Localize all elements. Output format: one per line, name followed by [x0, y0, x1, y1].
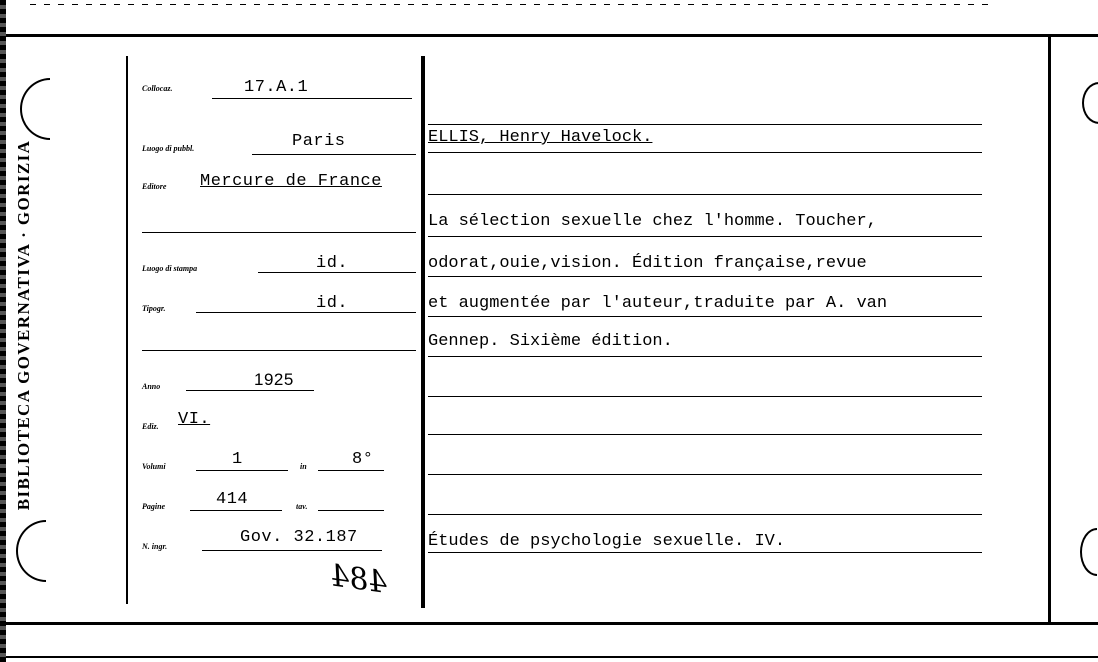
line-collocazione: [212, 98, 412, 99]
label-luogo-stampa: Luogo di stampa: [142, 264, 198, 273]
record-title-line-2: odorat,ouie,vision. Édition française,revue: [428, 254, 867, 273]
record-title-line-3: et augmentée par l'auteur,traduite par A. van: [428, 294, 888, 313]
rule-1: [428, 124, 982, 125]
label-pagine-tav: tav.: [296, 502, 308, 511]
value-editore: Mercure de France: [200, 172, 382, 191]
value-tipogr: id.: [316, 294, 349, 313]
label-volumi-in: in: [300, 462, 307, 471]
binder-hole-right-top: [1082, 82, 1098, 124]
line-tav: [318, 510, 384, 511]
label-pagine: Pagine: [142, 502, 166, 511]
line-luogo-pubbl: [252, 154, 416, 155]
right-border: [1048, 37, 1051, 625]
line-anno: [186, 390, 314, 391]
line-format: [318, 470, 384, 471]
value-format: 8°: [352, 450, 374, 469]
record-title-line-4: Gennep. Sixième édition.: [428, 332, 673, 351]
line-blank-1: [142, 232, 416, 233]
rule-4: [428, 236, 982, 237]
line-n-ingr: [202, 550, 382, 551]
left-edge: [0, 0, 6, 662]
value-volumi: 1: [232, 450, 243, 469]
top-border: [0, 34, 1098, 37]
rule-11: [428, 514, 982, 515]
label-volumi: Volumi: [142, 462, 166, 471]
label-editore: Editore: [142, 182, 167, 191]
value-pagine: 414: [216, 490, 249, 509]
rule-10: [428, 474, 982, 475]
rule-12: [428, 552, 982, 553]
line-tipogr: [196, 312, 416, 313]
value-anno: 1925: [254, 370, 294, 389]
bottom-edge: [0, 656, 1098, 658]
label-edizione: Ediz.: [142, 422, 159, 431]
value-collocazione: 17.A.1: [244, 78, 309, 97]
handwritten-note: 484: [327, 558, 390, 601]
label-luogo-pubbl: Luogo di pubbl.: [142, 144, 195, 153]
center-column-rule: [421, 56, 425, 608]
rule-7: [428, 356, 982, 357]
rule-9: [428, 434, 982, 435]
line-volumi: [196, 470, 288, 471]
label-collocazione: Collocaz.: [142, 84, 173, 93]
binder-hole-right-bottom: [1080, 528, 1098, 576]
line-pagine: [190, 510, 282, 511]
record-author: ELLIS, Henry Havelock.: [428, 128, 653, 147]
label-anno: Anno: [142, 382, 161, 391]
top-dotted-edge: [30, 4, 990, 5]
bottom-border: [0, 622, 1098, 625]
rule-5: [428, 276, 982, 277]
rule-6: [428, 316, 982, 317]
rule-2: [428, 152, 982, 153]
value-edizione: VI.: [178, 410, 211, 429]
label-n-ingr: N. ingr.: [142, 542, 168, 551]
line-blank-2: [142, 350, 416, 351]
left-column-rule: [126, 56, 128, 604]
library-side-title: BIBLIOTECA GOVERNATIVA · GORIZIA: [14, 139, 33, 511]
record-series: Études de psychologie sexuelle. IV.: [428, 532, 786, 551]
value-luogo-pubbl: Paris: [292, 132, 346, 151]
value-n-ingr: Gov. 32.187: [240, 528, 358, 547]
label-tipogr: Tipogr.: [142, 304, 166, 313]
value-luogo-stampa: id.: [316, 254, 349, 273]
rule-3: [428, 194, 982, 195]
record-title-line-1: La sélection sexuelle chez l'homme. Toucher,: [428, 212, 877, 231]
rule-8: [428, 396, 982, 397]
